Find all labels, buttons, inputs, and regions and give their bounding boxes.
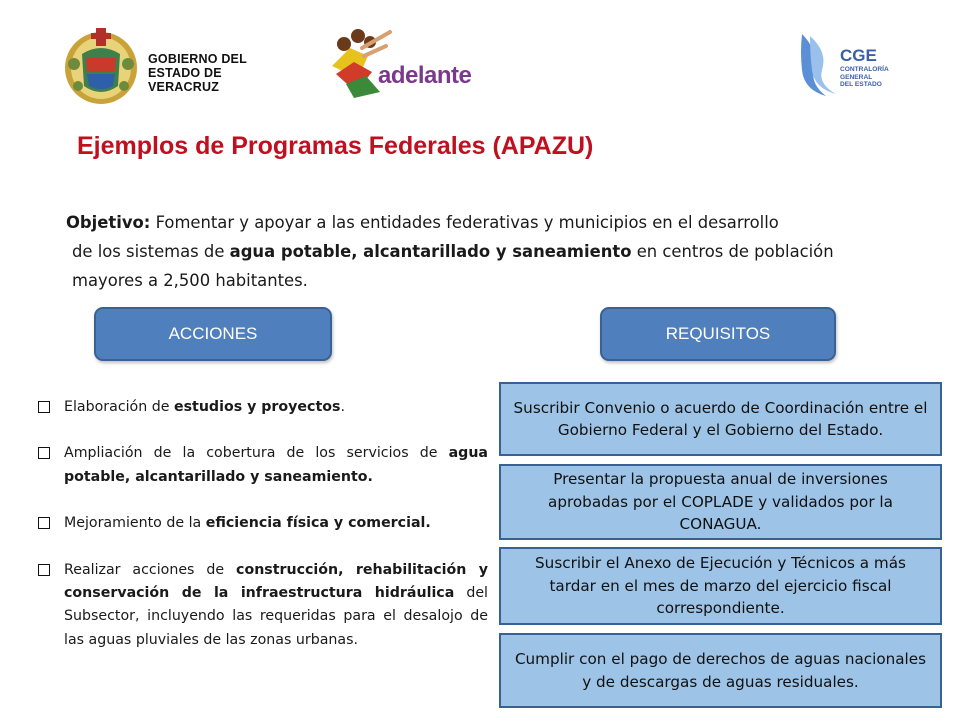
requirement-box: Presentar la propuesta anual de inversiones aprobadas por el COPLADE y validados por la CONAGUA. xyxy=(499,464,942,540)
requirement-box: Suscribir el Anexo de Ejecución y Técnicos a más tardar en el mes de marzo del ejercicio fiscal correspondiente. xyxy=(499,547,942,625)
checkbox-bullet-icon xyxy=(38,447,50,459)
list-item: Elaboración de estudios y proyectos. xyxy=(36,396,488,419)
objective-line-1 xyxy=(66,208,936,237)
page-title: Ejemplos de Programas Federales (APAZU) xyxy=(77,132,594,160)
veracruz-logo-text: GOBIERNO DEL ESTADO DE VERACRUZ xyxy=(148,52,247,94)
requisitos-button[interactable]: REQUISITOS xyxy=(600,307,836,361)
veracruz-seal-icon xyxy=(60,24,142,106)
objective-paragraph xyxy=(66,208,936,295)
objective-label: Objetivo: xyxy=(66,213,151,232)
actions-list xyxy=(36,396,488,675)
list-item: Mejoramiento de la eficiencia física y comercial. xyxy=(36,512,488,535)
cge-wave-icon xyxy=(796,32,844,98)
cge-abbreviation: CGE xyxy=(840,46,877,65)
requirement-box: Suscribir Convenio o acuerdo de Coordinación entre el Gobierno Federal y el Gobierno del Estado. xyxy=(499,382,942,456)
checkbox-bullet-icon xyxy=(38,564,50,576)
cge-logo xyxy=(796,32,926,98)
objective-line-2 xyxy=(66,237,936,266)
list-item: Realizar acciones de construcción, rehabilitación y conservación de la infraestructura hidráulica del Subsector, incluyendo las requeridas para el desalojo de las aguas pluviales de las zonas urbanas. xyxy=(36,559,488,653)
adelante-logo xyxy=(328,26,480,98)
checkbox-bullet-icon xyxy=(38,517,50,529)
objective-line2-pre: de los sistemas de xyxy=(72,242,230,261)
objective-line-3: mayores a 2,500 habitantes. xyxy=(72,271,308,290)
objective-line2-post: en centros de población xyxy=(631,242,834,261)
cge-full-name: CONTRALORÍA GENERAL DEL ESTADO xyxy=(840,66,889,88)
requirement-box: Cumplir con el pago de derechos de aguas nacionales y de descargas de aguas residuales. xyxy=(499,633,942,708)
list-item: Ampliación de la cobertura de los servicios de agua potable, alcantarillado y saneamiento. xyxy=(36,442,488,489)
veracruz-government-logo xyxy=(60,24,282,106)
objective-line1-text: Fomentar y apoyar a las entidades federativas y municipios en el desarrollo xyxy=(150,213,779,232)
adelante-logo-text: adelante xyxy=(378,62,472,89)
checkbox-bullet-icon xyxy=(38,401,50,413)
acciones-button[interactable]: ACCIONES xyxy=(94,307,332,361)
objective-line2-bold: agua potable, alcantarillado y saneamiento xyxy=(229,242,632,261)
